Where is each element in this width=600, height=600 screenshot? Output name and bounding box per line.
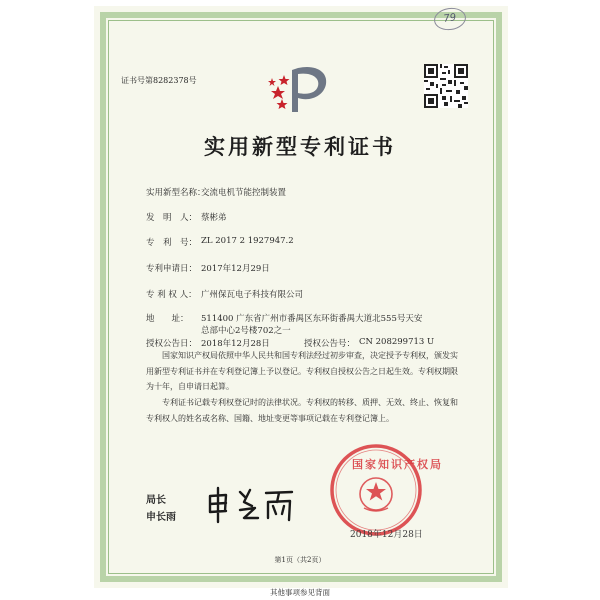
filing-date-label: 专利申请日： — [146, 264, 198, 274]
body-paragraph-2: 专利证书记载专利权登记时的法律状况。专利权的转移、质押、无效、终止、恢复和专利权人的姓名或名称、国籍、地址变更等事项记载在专利登记簿上。 — [146, 398, 458, 423]
qr-code-icon — [424, 64, 468, 108]
utility-model-name-label: 实用新型名称： — [146, 188, 206, 198]
body-paragraph-1: 国家知识产权局依照中华人民共和国专利法经过初步审查，决定授予专利权，颁发实用新型专利证书并在专利登记簿上予以登记。专利权自授权公告之日起生效。专利权期限为十年，自申请日起算。 — [146, 351, 458, 391]
page-indicator: 第1页（共2页） — [274, 556, 326, 564]
certificate-number: 证书号第8282378号 — [121, 76, 197, 85]
grant-date-label: 授权公告日： — [146, 339, 198, 349]
utility-model-name-value: 交流电机节能控制装置 — [201, 188, 287, 198]
footer-note: 其他事项参见背面 — [270, 588, 330, 597]
address-line-1: 511400 广东省广州市番禺区东环街番禺大道北555号天安 — [201, 314, 423, 324]
cnipa-logo-icon — [268, 62, 336, 114]
address-label: 地 址： — [146, 314, 189, 324]
director-title: 局长 — [146, 495, 166, 506]
seal-text: 国家知识产权局 — [352, 458, 443, 471]
handwritten-note: 79 — [433, 6, 468, 32]
certificate-title: 实用新型专利证书 — [204, 134, 396, 159]
patentee-label: 专 利 权 人： — [146, 290, 197, 300]
patent-number-label: 专 利 号： — [146, 238, 198, 248]
patentee-value: 广州保瓦电子科技有限公司 — [201, 290, 304, 300]
grant-date-value: 2018年12月28日 — [201, 339, 270, 349]
grant-number-label: 授权公告号： — [304, 339, 356, 349]
filing-date-value: 2017年12月29日 — [201, 264, 270, 274]
inventor-label: 发 明 人： — [146, 213, 198, 223]
director-name: 申长雨 — [146, 512, 176, 523]
grant-number-value: CN 208299713 U — [359, 337, 435, 347]
seal-date: 2018年12月28日 — [350, 530, 423, 540]
director-signature-icon — [200, 484, 300, 526]
patent-number-value: ZL 2017 2 1927947.2 — [201, 236, 294, 246]
address-line-2: 总部中心2号楼702之一 — [201, 326, 291, 336]
inventor-value: 蔡彬弟 — [201, 213, 227, 223]
